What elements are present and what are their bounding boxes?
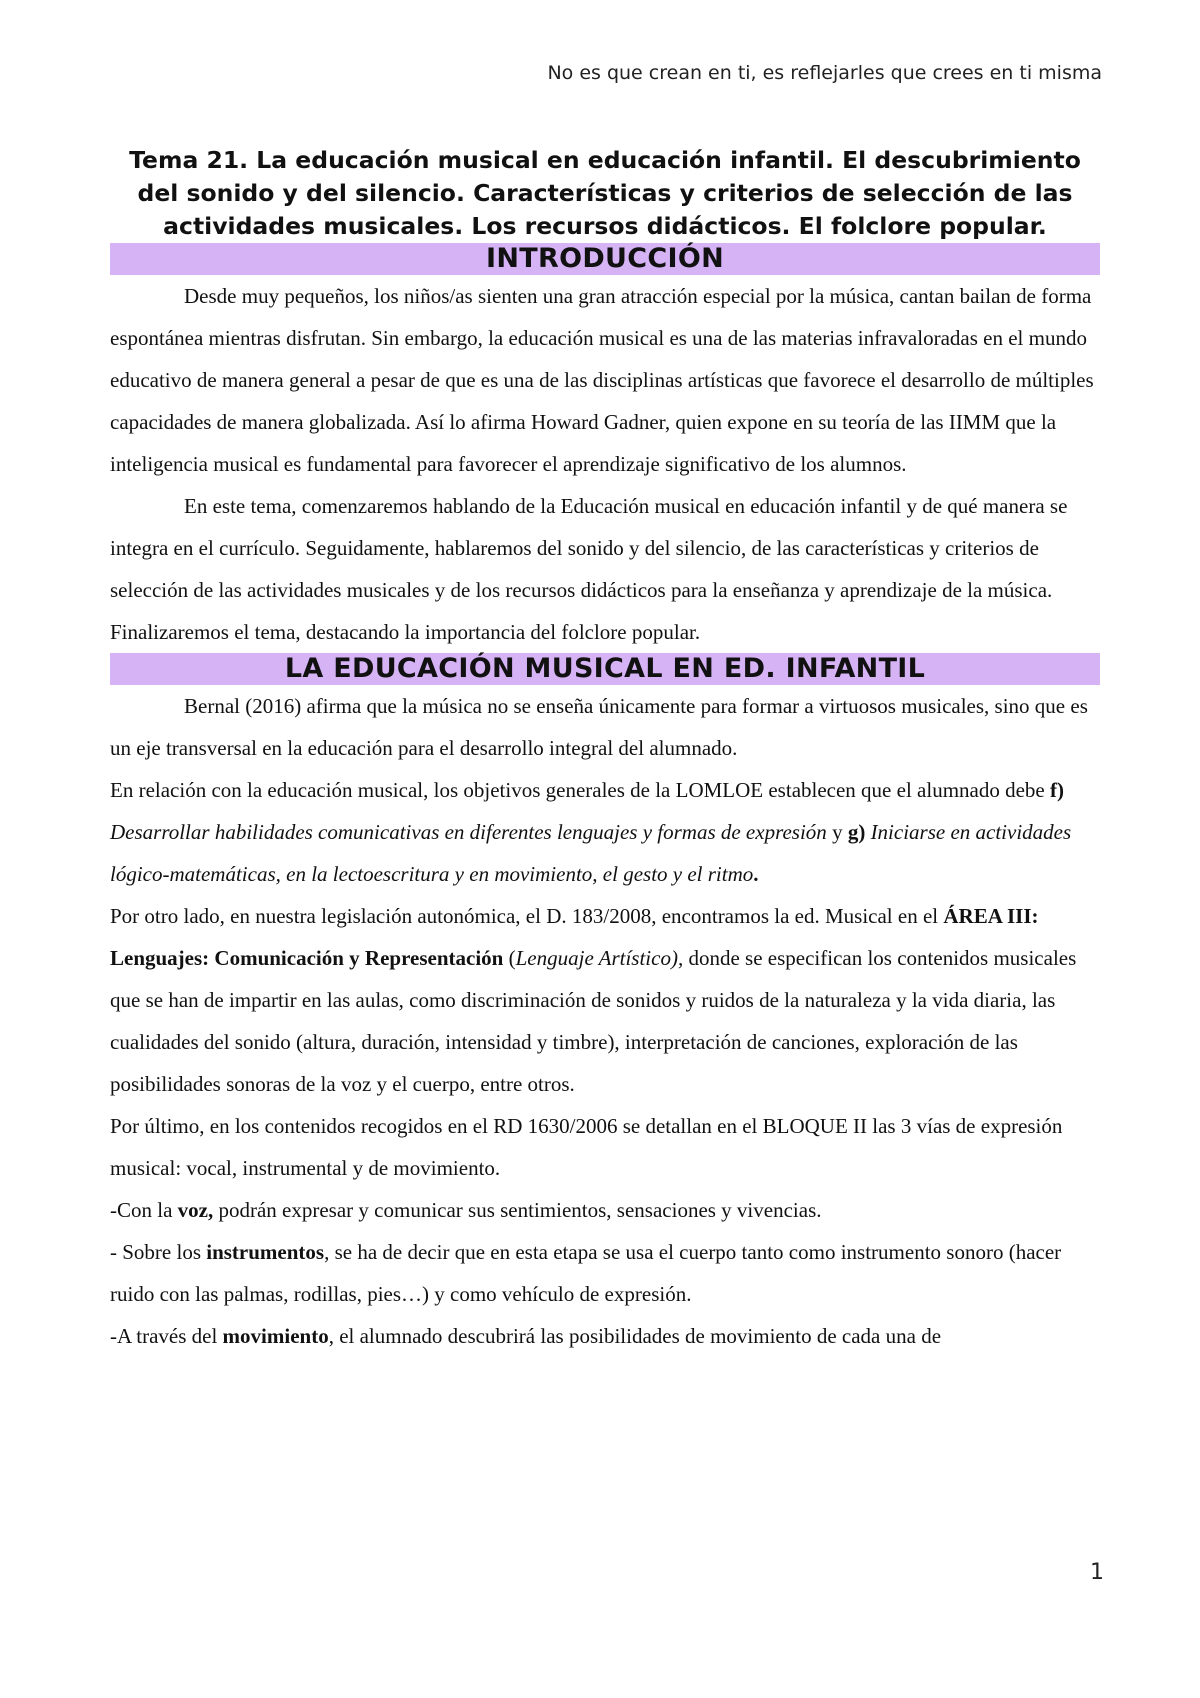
instrumentos-rest: , se ha de decir que en esta etapa se usa el cuerpo tanto como instrumento sonoro (hacer ruido con las palmas, rodillas, pies…) y como vehículo de expresión. — [110, 1240, 1062, 1306]
page-number: 1 — [1090, 1560, 1104, 1585]
running-header-quote: No es que crean en ti, es reflejarles que crees en ti misma — [547, 62, 1102, 84]
paren-open: ( — [503, 946, 516, 970]
movimiento-lead: -A través del — [110, 1324, 223, 1348]
voz-bold: voz, — [177, 1198, 214, 1222]
voz-lead: -Con la — [110, 1198, 178, 1222]
lomloe-lead: En relación con la educación musical, los objetivos generales de la LOMLOE establecen que el alumnado debe — [110, 778, 1050, 802]
objective-g-label: g) — [847, 820, 866, 844]
objective-f-text: Desarrollar habilidades comunicativas en diferentes lenguajes y formas de expresión — [110, 820, 827, 844]
objective-g-text: Iniciarse en actividades lógico-matemáticas, en la lectoescritura y en movimiento, el gesto y el ritmo — [110, 820, 1072, 886]
musical-paragraph-rd: Por último, en los contenidos recogidos en el RD 1630/2006 se detallan en el BLOQUE II las 3 vías de expresión musical: vocal, instrumental y de movimiento. — [110, 1114, 1063, 1180]
instrumentos-bold: instrumentos — [206, 1240, 325, 1264]
decreto-rest: donde se especifican los contenidos musicales que se han de impartir en las aulas, como discriminación de sonidos y ruidos de la naturaleza y la vida diaria, las cualidades del sonido (altura, duración, intensidad y timbre), interpretación de canciones, exploración de las posibilidades sonoras de la voz y el cuerpo, entre otros. — [110, 946, 1077, 1096]
musical-paragraph-decreto — [110, 895, 1100, 1105]
movimiento-bold: movimiento — [222, 1324, 329, 1348]
list-item-voz — [110, 1189, 1100, 1231]
intro-paragraph-1: Desde muy pequeños, los niños/as sienten una gran atracción especial por la música, cantan bailan de forma espontánea mientras disfrutan. Sin embargo, la educación musical es una de las materias infravaloradas en el mundo educativo de manera general a pesar de que es una de las disciplinas artísticas que favorece el desarrollo de múltiples capacidades de manera globalizada. Así lo afirma Howard Gadner, quien expone en su teoría de las IIMM que la inteligencia musical es fundamental para favorecer el aprendizaje significativo de los alumnos. — [110, 284, 1094, 476]
page-content — [110, 144, 1100, 1357]
section-heading-educacion-musical: LA EDUCACIÓN MUSICAL EN ED. INFANTIL — [110, 653, 1100, 685]
objective-connector: y — [826, 820, 848, 844]
objective-f-label: f) — [1050, 778, 1064, 802]
decreto-lead: Por otro lado, en nuestra legislación autonómica, el D. 183/2008, encontramos la ed. Musical en el — [110, 904, 944, 928]
intro-paragraph-2: En este tema, comenzaremos hablando de la Educación musical en educación infantil y de qué manera se integra en el currículo. Seguidamente, hablaremos del sonido y del silencio, de las características y criterios de selección de las actividades musicales y de los recursos didácticos para la enseñanza y aprendizaje de la música. Finalizaremos el tema, destacando la importancia del folclore popular. — [110, 494, 1068, 644]
lenguaje-artistico: Lenguaje Artístico), — [515, 946, 684, 970]
voz-rest: podrán expresar y comunicar sus sentimientos, sensaciones y vivencias. — [213, 1198, 822, 1222]
area-title: ÁREA III: Lenguajes: Comunicación y Representación — [110, 904, 1039, 970]
document-title: Tema 21. La educación musical en educación infantil. El descubrimiento del sonido y del silencio. Características y criterios de selección de las actividades musicales. Los recursos didácticos. El folclore popular. — [129, 146, 1081, 240]
list-item-instrumentos — [110, 1231, 1100, 1315]
musical-paragraph-lomloe — [110, 769, 1100, 895]
objective-end: . — [753, 862, 759, 886]
musical-paragraph-1: Bernal (2016) afirma que la música no se enseña únicamente para formar a virtuosos musicales, sino que es un eje transversal en la educación para el desarrollo integral del alumnado. — [110, 694, 1088, 760]
movimiento-rest: , el alumnado descubrirá las posibilidades de movimiento de cada una de — [328, 1324, 942, 1348]
instrumentos-lead: - Sobre los — [110, 1240, 207, 1264]
section-heading-introduccion: INTRODUCCIÓN — [110, 243, 1100, 275]
list-item-movimiento — [110, 1315, 1100, 1357]
